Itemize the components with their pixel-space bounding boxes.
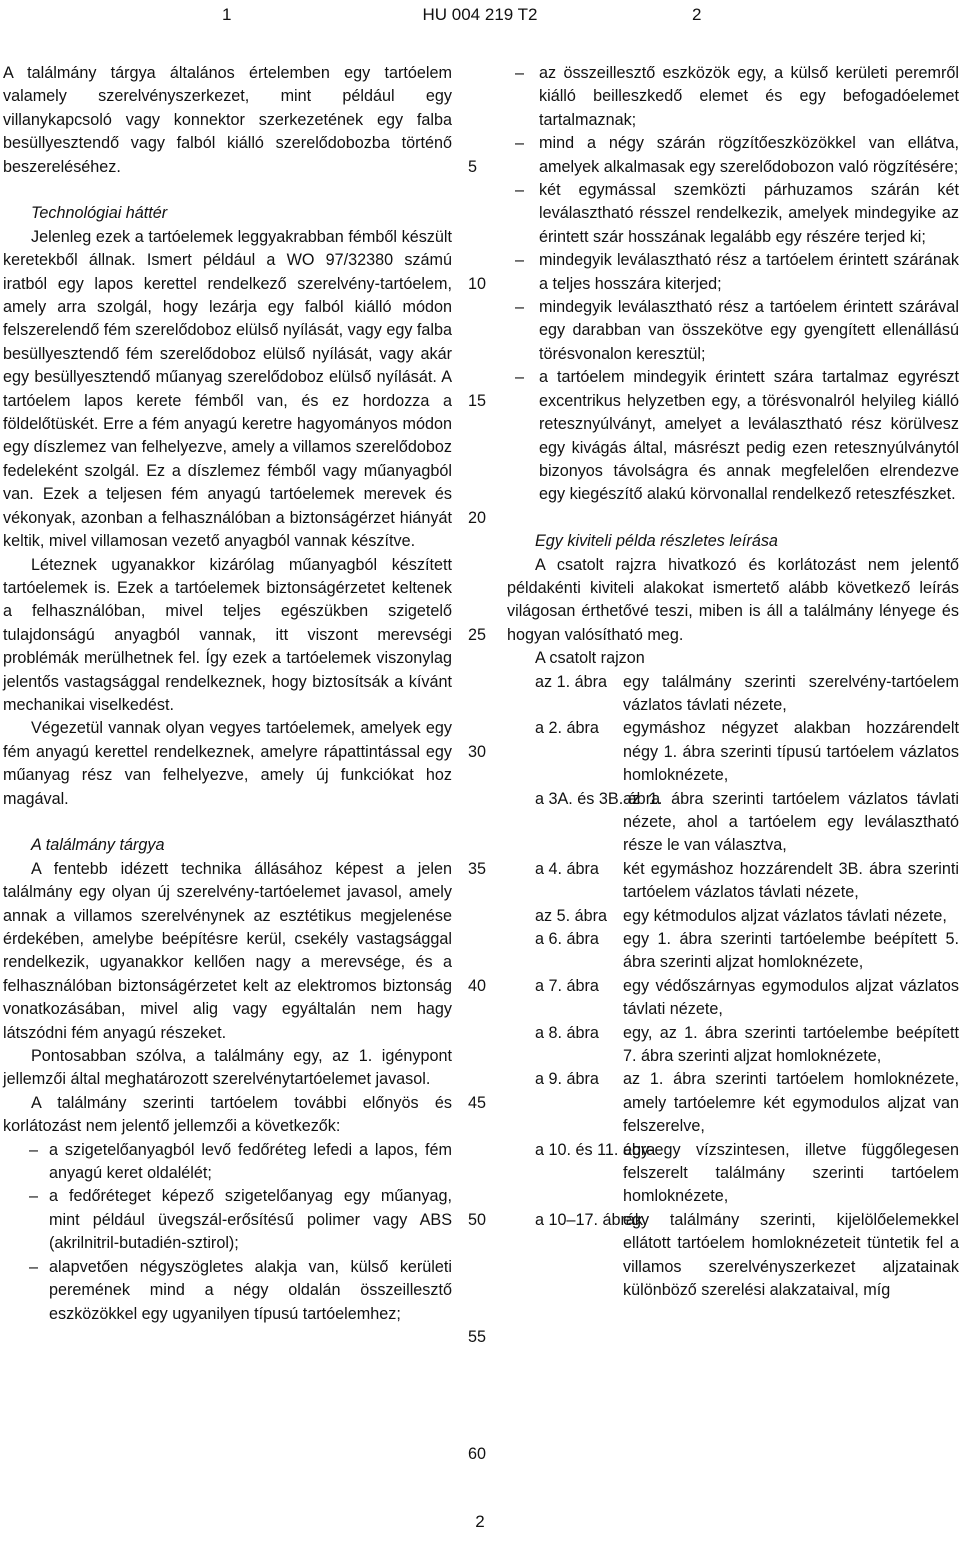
feature-list-item: – két egymással szemközti párhuzamos szárán két leválasztható résszel rendelkezik, amelyek mindegyike az érintett szár hosszának legalább egy részére terjed ki; xyxy=(507,179,959,249)
line-number: 55 xyxy=(468,1327,487,1346)
feature-list-item: – az összeillesztő eszközök egy, a külső kerületi peremről kiálló beilleszkedő elemet és egy befogadóelemet tartalmaznak; xyxy=(507,62,959,132)
figure-text: egy védőszárnyas egymodulos aljzat vázlatos távlati nézete, xyxy=(623,976,959,1019)
heading-subject-of-invention: A találmány tárgya xyxy=(31,836,165,855)
paragraph-background-mixed: Végezetül vannak olyan vegyes tartóelemek, amelyek egy fém anyagú kerettel rendelkeznek, amelyre rápattintással egy műanyag rész van felhelyezve, amely új funkciókat hoz magával. xyxy=(3,719,452,808)
figure-text: az 1. ábra szerinti tartóelem homloknézete, amely tartóelemre két egymodulos aljzat van felszerelve, xyxy=(623,1070,959,1136)
line-number: 10 xyxy=(468,274,487,293)
paragraph-background-plastic: Léteznek ugyanakkor kizárólag műanyagból készített tartóelemek is. Ezek a tartóelemek biztonságérzetet keltenek a felhasználóban, mivel teljes egészükben szigetelő tulajdonságú anyagból vannak, itt viszont merevségi problémák merülhetnek fel. Így ezek a tartóelemek viszonylag jelentős vastagsággal rendelkeznek, hogy biztosítsák a kívánt mechanikai viselkedést. xyxy=(3,555,452,714)
document-id: HU 004 219 T2 xyxy=(422,5,538,24)
feature-list-item: – mind a négy szárán rögzítőeszközökkel van ellátva, amelyek alkalmasak egy szerelődobozon való rögzítésére; xyxy=(507,132,959,179)
paragraph-drawings-intro: A csatolt rajzon xyxy=(535,649,645,668)
figure-description xyxy=(507,905,959,928)
figure-description xyxy=(507,1068,959,1138)
figure-description xyxy=(507,1022,959,1069)
line-number: 30 xyxy=(468,742,487,761)
figure-text: két egymáshoz hozzárendelt 3B. ábra szerinti tartóelem vázlatos távlati nézete, xyxy=(623,859,959,902)
line-number: 50 xyxy=(468,1210,487,1229)
feature-list-item: – a tartóelem mindegyik érintett szára tartalmaz egyrészt excentrikus helyzetben egy, a törésvonalról helyileg kiálló retesznyúlványt, amelyet a leválasztható rész körülvesz egy kivágás által, másrészt pedig ezen retesznyúlványtól bizonyos távolságra és annak megfelelően elrendezve egy kiegészítő alakú körvonallal rendelkező reteszfészket. xyxy=(507,366,959,506)
feature-list-item: – mindegyik leválasztható rész a tartóelem érintett szárának a teljes hosszára kiterjed; xyxy=(507,249,959,296)
figure-description xyxy=(507,788,959,858)
line-number: 35 xyxy=(468,859,487,878)
figure-label: az 1. ábra xyxy=(535,672,607,691)
line-number: 40 xyxy=(468,976,487,995)
figure-description xyxy=(507,671,959,718)
figure-label: a 3A. és 3B. ábra xyxy=(535,789,661,808)
figure-label: a 10–17. ábrák xyxy=(535,1210,644,1229)
paragraph-description-intro: A csatolt rajzra hivatkozó és korlátozást nem jelentő példakénti kiviteli alakokat ismertető alább következő leírás világosan érthetővé teszi, miben is áll a találmány lényege és hogyan valósítható meg. xyxy=(507,555,959,644)
figure-label: a 10. és 11. ábra xyxy=(535,1140,656,1159)
left-page-number: 1 xyxy=(222,5,232,24)
line-number: 20 xyxy=(468,508,487,527)
feature-list-item: – a fedőréteget képező szigetelőanyag egy műanyag, mint például üvegszál-erősítésű polimer vagy ABS (akrilnitril-butadién-sztirol); xyxy=(3,1185,452,1255)
figure-description xyxy=(507,975,959,1022)
figure-text: egy találmány szerinti, kijelölőelemekkel ellátott tartóelem homloknézeteit tüntetik fel a villamos szerelvényszerkezet aljzatainak különböző szerelési alakzataival, míg xyxy=(623,1210,959,1300)
figure-text: az 1. ábra szerinti tartóelem vázlatos távlati nézete, ahol a tartóelem egy leválasztható része le van választva, xyxy=(623,789,959,855)
paragraph-claim-reference: Pontosabban szólva, a találmány egy, az 1. igénypont jellemzői által meghatározott szerelvénytartóelemet javasol. xyxy=(3,1047,452,1089)
left-column xyxy=(3,62,452,1326)
figure-label: az 5. ábra xyxy=(535,906,607,925)
figure-description xyxy=(507,1139,959,1209)
paragraph-invention-summary: A fentebb idézett technika állásához képest a jelen találmány egy olyan új szerelvény-tartóelemet javasol, amely annak a villamos szerelvénynek az esztétikus megjelenése érdekében, amelybe beépítésre kerül, csekély vastagsággal rendelkezik, ugyanakkor kellően nagy a merevsége, és a felhasználóban biztonságérzetet kelt az elektromos biztonság vonatkozásában, mivel alig vagy egyáltalán nem hagy látszódni fém anyagú részeket. xyxy=(3,859,452,1042)
figure-label: a 2. ábra xyxy=(535,719,599,738)
figure-label: a 8. ábra xyxy=(535,1023,599,1042)
line-number: 5 xyxy=(468,157,478,176)
figure-text: egy 1. ábra szerinti tartóelembe beépített 5. ábra szerinti aljzat homloknézete, xyxy=(623,930,959,972)
figure-label: a 9. ábra xyxy=(535,1070,599,1089)
feature-list-item: – a szigetelőanyagból levő fedőréteg lefedi a lapos, fém anyagú keret oldalélét; xyxy=(3,1139,452,1186)
footer-page-number: 2 xyxy=(475,1512,485,1531)
line-number: 25 xyxy=(468,625,487,644)
figure-description xyxy=(507,717,959,787)
figure-label: a 7. ábra xyxy=(535,976,599,995)
line-number: 15 xyxy=(468,391,487,410)
figure-text: egymáshoz négyzet alakban hozzárendelt négy 1. ábra szerinti típusú tartóelem vázlatos homloknézete, xyxy=(623,719,959,785)
paragraph-field-of-invention: A találmány tárgya általános értelemben egy tartóelem valamely szerelvényszerkezet, mint például egy villanykapcsoló vagy konnektor szerkezetének egy falba besüllyesztendő vagy falból kiálló szerelődobozba történő beszereléséhez. xyxy=(3,64,452,176)
heading-detailed-description: Egy kiviteli példa részletes leírása xyxy=(535,532,778,551)
line-number: 45 xyxy=(468,1093,487,1112)
feature-list-item: – mindegyik leválasztható rész a tartóelem érintett szárával egy darabban van összekötve egy gyengített ellenállású törésvonalon keresztül; xyxy=(507,296,959,366)
figure-text: egy-egy vízszintesen, illetve függőlegesen felszerelt találmány szerinti tartóelem homloknézete, xyxy=(623,1140,959,1206)
figure-description xyxy=(507,1209,959,1303)
paragraph-features-intro: A találmány szerinti tartóelem további előnyös és korlátozást nem jelentő jellemzői a következők: xyxy=(3,1093,452,1136)
heading-technical-background: Technológiai háttér xyxy=(31,204,168,223)
figure-text: egy kétmodulos aljzat vázlatos távlati nézete, xyxy=(623,906,947,925)
figure-text: egy találmány szerinti szerelvény-tartóelem vázlatos távlati nézete, xyxy=(623,672,959,714)
line-number: 60 xyxy=(468,1444,487,1463)
figure-description xyxy=(507,928,959,975)
figure-label: a 4. ábra xyxy=(535,859,599,878)
right-page-number: 2 xyxy=(692,5,702,24)
figure-description xyxy=(507,858,959,905)
paragraph-background-metal: Jelenleg ezek a tartóelemek leggyakrabban fémből készült keretekből állnak. Ismert például a WO 97/32380 számú iratból egy lapos kerettel rendelkező szerelvény-tartóelem, amely arra szolgál, hogy lezárja egy falból kiálló módon felszerelendő fém szerelődoboz elülső nyílását, vagy egy falba besüllyesztendő fém szerelődoboz elülső nyílását, vagy akár egy besüllyesztendő műanyag szerelődoboz elülső nyílását. A tartóelem lapos kerete fémből van, és ez hordozza a földelőtüskét. Erre a fém anyagú keretre hagyományos módon egy díszlemez van felhelyezve, amely a villamos szerelődoboz fedeleként szolgál. Ez a díszlemez fémből vagy műanyagból van. Ezek a teljesen fém anyagú tartóelemek merevek és vékonyak, azonban a felhasználóban a biztonságérzet hiányát keltik, mivel villamosan vezető anyagból vannak készítve. xyxy=(3,227,453,551)
figure-text: egy, az 1. ábra szerinti tartóelembe beépített 7. ábra szerinti aljzat homloknézete, xyxy=(623,1023,959,1066)
feature-list-item: – alapvetően négyszögletes alakja van, külső kerületi peremének mind a négy oldalán összeillesztő eszközökkel egy ugyanilyen típusú tartóelemhez; xyxy=(3,1256,452,1326)
right-column xyxy=(507,62,959,1303)
figure-label: a 6. ábra xyxy=(535,930,599,949)
